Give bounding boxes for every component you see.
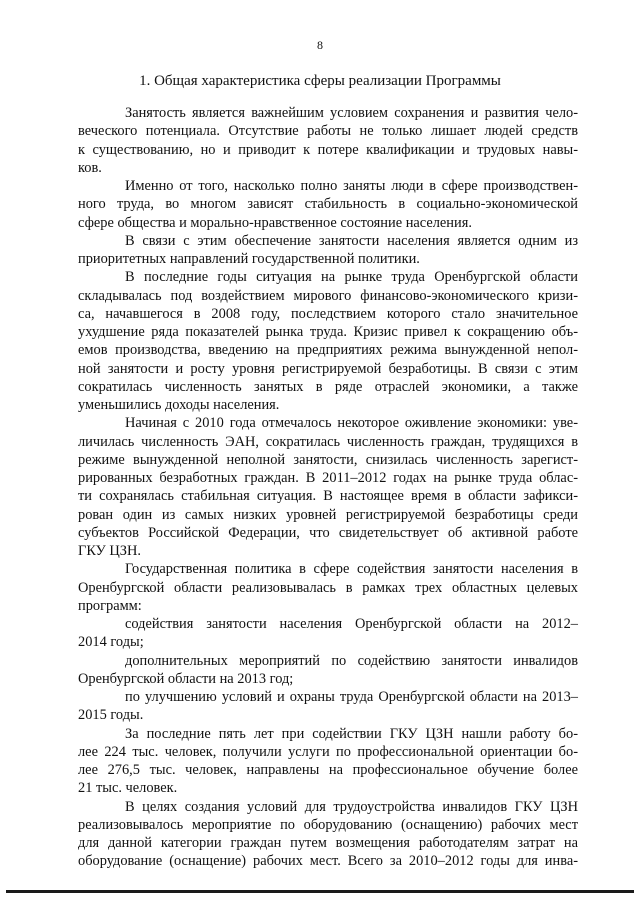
text-line: к существованию, но и приводит к потере квалификации и трудовых навы- [78, 141, 578, 158]
text-line: ного труда, во многом зависят стабильность в социально-экономической [78, 196, 578, 213]
text-line: Оренбургской области реализовывалась в рамках трех областных целевых [78, 579, 578, 596]
text-line: ГКУ ЦЗН. [78, 543, 142, 559]
text-line: Занятость является важнейшим условием сохранения и развития чело- [125, 105, 578, 121]
text-line: 2014 годы; [78, 634, 144, 651]
body-text [78, 104, 578, 871]
text-line: В последние годы ситуация на рынке труда Оренбургской области [125, 269, 578, 286]
text-line: оборудование (оснащение) рабочих мест. Всего за 2010–2012 годы для инва- [78, 853, 578, 870]
text-line: В связи с этим обеспечение занятости населения является одним из [125, 232, 578, 249]
text-line: по улучшению условий и охраны труда Оренбургской области на 2013– [125, 689, 578, 705]
text-line: ухудшение ряда показателей рынка труда. Кризис привел к сокращению объ- [78, 324, 578, 340]
text-line: режиме вынужденной неполной занятости, снизилась численность зарегист- [78, 451, 578, 468]
text-line: приоритетных направлений государственной политики. [78, 251, 420, 267]
text-line: личилась численность ЭАН, сократилась численность граждан, трудящихся в [78, 433, 578, 450]
section-title: 1. Общая характеристика сферы реализации Программы [139, 73, 501, 89]
text-line: лее 224 тыс. человек, получили услуги по профессиональной ориентации бо- [78, 743, 578, 760]
text-line: В целях создания условий для трудоустройства инвалидов ГКУ ЦЗН [125, 798, 578, 815]
text-line: программ: [78, 597, 142, 614]
text-line: рован один из самых низких уровней регистрируемой безработицы среди [78, 506, 578, 523]
text-line: складывалась под воздействием мирового финансово-экономического кризи- [78, 287, 578, 304]
bottom-rule [6, 890, 634, 893]
text-line: 21 тыс. человек. [78, 780, 178, 797]
text-line: са, начавшегося в 2008 году, последствием которого стало значительное [78, 305, 578, 322]
page-number: 8 [317, 38, 323, 52]
text-line: содействия занятости населения Оренбургской области на 2012– [125, 616, 578, 632]
text-line: веческого потенциала. Отсутствие работы не только лишает людей средств [78, 123, 578, 140]
text-line: ной занятости и росту уровня регистрируемой безработицы. В связи с этим [78, 360, 578, 377]
text-line: Оренбургской области на 2013 год; [78, 670, 294, 687]
text-line: Начиная с 2010 года отмечалось некоторое оживление экономики: уве- [125, 415, 578, 432]
text-line: За последние пять лет при содействии ГКУ ЦЗН нашли работу бо- [125, 725, 578, 742]
text-line: Именно от того, насколько полно заняты люди в сфере производствен- [125, 178, 578, 194]
text-line: сократилась численность занятых в ряде отраслей экономики, а также [78, 378, 578, 395]
text-line: субъектов Российской Федерации, что свидетельствует об активной работе [78, 524, 578, 541]
text-line: ти сохранялась стабильная ситуация. В настоящее время в области зафикси- [78, 488, 578, 505]
text-line: Государственная политика в сфере содействия занятости населения в [125, 561, 578, 578]
text-line: лее 276,5 тыс. человек, направлены на профессиональное обучение более [78, 762, 578, 778]
text-line: сфере общества и морально-нравственное состояние населения. [78, 214, 472, 231]
text-line: уменьшились доходы населения. [78, 397, 280, 413]
text-line: 2015 годы. [78, 707, 144, 724]
text-line: рированных безработных граждан. В 2011–2012 годах на рынке труда облас- [78, 470, 578, 486]
text-line: ков. [78, 159, 102, 176]
text-line: реализовывалось мероприятие по оборудованию (оснащению) рабочих мест [78, 816, 578, 833]
text-line: дополнительных мероприятий по содействию занятости инвалидов [125, 652, 578, 669]
text-line: емов производства, введению на предприятиях режима вынужденной непол- [78, 342, 578, 359]
text-line: для данной категории граждан путем возмещения работодателям затрат на [78, 835, 578, 851]
